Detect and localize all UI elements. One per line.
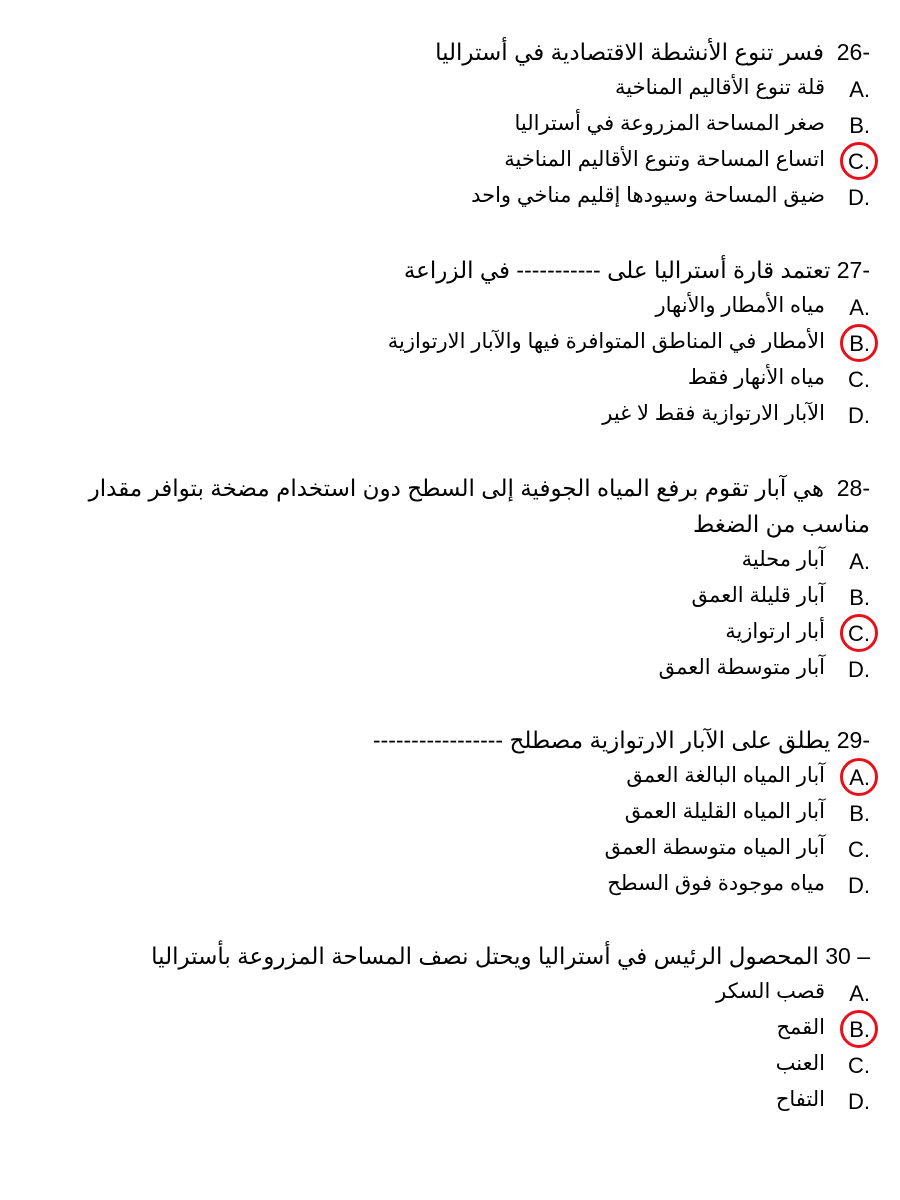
option-letter: B. [849, 585, 870, 610]
option-letter: B. [849, 113, 870, 138]
option-a[interactable] [70, 758, 870, 794]
option-text: اتساع المساحة وتنوع الأقاليم المناخية [504, 148, 825, 171]
question-26 [70, 34, 870, 214]
option-letter: A. [849, 295, 870, 320]
option-text: مياه الأمطار والأنهار [655, 294, 825, 317]
option-letter: D. [848, 657, 870, 682]
option-letter: B. [849, 1017, 870, 1042]
question-number: 29- [836, 727, 870, 753]
option-text: التفاح [775, 1088, 825, 1111]
answer-options [70, 758, 870, 902]
question-text [70, 938, 870, 974]
option-text: آبار المياه القليلة العمق [624, 800, 825, 823]
option-letter: A. [849, 981, 870, 1006]
question-prompt: تعتمد قارة أستراليا على ----------- في الزراعة [403, 257, 831, 283]
option-c[interactable] [70, 614, 870, 650]
answer-options [70, 542, 870, 686]
option-a[interactable] [70, 288, 870, 324]
question-number: 26- [836, 39, 870, 65]
option-letter: A. [849, 549, 870, 574]
option-b[interactable] [70, 106, 870, 142]
option-text: آبار المياه متوسطة العمق [604, 836, 825, 859]
answer-circle-mark [840, 142, 878, 180]
answer-circle-mark [840, 324, 878, 362]
option-text: آبار قليلة العمق [691, 584, 825, 607]
option-c[interactable] [70, 360, 870, 396]
answer-circle-mark [840, 1010, 878, 1048]
option-b[interactable] [70, 578, 870, 614]
question-prompt: فسر تنوع الأنشطة الاقتصادية في أستراليا [435, 39, 824, 65]
option-d[interactable] [70, 866, 870, 902]
option-letter: A. [849, 765, 870, 790]
option-b[interactable] [70, 324, 870, 360]
question-text [70, 722, 870, 758]
option-a[interactable] [70, 542, 870, 578]
option-text: العنب [775, 1052, 825, 1075]
question-number: 27- [836, 257, 870, 283]
option-letter: C. [848, 837, 870, 862]
question-text [70, 34, 870, 70]
question-prompt: يطلق على الآبار الارتوازية مصطلح ----------------- [372, 727, 831, 753]
question-number: 28- [836, 475, 870, 501]
answer-circle-mark [840, 758, 878, 796]
question-text [70, 252, 870, 288]
answer-options [70, 974, 870, 1118]
option-letter: D. [848, 873, 870, 898]
option-letter: D. [848, 1089, 870, 1114]
question-text [70, 470, 870, 542]
option-letter: B. [849, 801, 870, 826]
option-text: الأمطار في المناطق المتوافرة فيها والآبار الارتوازية [387, 330, 825, 353]
answer-options [70, 288, 870, 432]
option-letter: C. [848, 621, 870, 646]
option-text: آبار متوسطة العمق [658, 656, 825, 679]
option-text: آبار المياه البالغة العمق [626, 764, 825, 787]
option-text: القمح [776, 1016, 825, 1039]
answer-circle-mark [840, 614, 878, 652]
option-text: ضيق المساحة وسيودها إقليم مناخي واحد [471, 184, 825, 207]
option-letter: B. [849, 331, 870, 356]
option-text: قلة تنوع الأقاليم المناخية [615, 76, 825, 99]
option-letter: C. [848, 367, 870, 392]
option-c[interactable] [70, 830, 870, 866]
question-27 [70, 252, 870, 432]
question-prompt: هي آبار تقوم برفع المياه الجوفية إلى السطح دون استخدام مضخة بتوافر مقدار مناسب من الضغط [88, 475, 870, 537]
option-b[interactable] [70, 1010, 870, 1046]
option-letter: D. [848, 403, 870, 428]
option-a[interactable] [70, 70, 870, 106]
question-29 [70, 722, 870, 902]
option-letter: A. [849, 77, 870, 102]
option-letter: C. [848, 1053, 870, 1078]
option-letter: C. [848, 149, 870, 174]
option-b[interactable] [70, 794, 870, 830]
option-d[interactable] [70, 1082, 870, 1118]
option-text: مياه موجودة فوق السطح [607, 872, 825, 895]
option-text: أبار ارتوازية [725, 620, 825, 643]
option-a[interactable] [70, 974, 870, 1010]
option-d[interactable] [70, 396, 870, 432]
option-text: قصب السكر [716, 980, 825, 1003]
answer-options [70, 70, 870, 214]
question-30 [70, 938, 870, 1118]
question-prompt: المحصول الرئيس في أستراليا ويحتل نصف المساحة المزروعة بأستراليا [151, 943, 819, 969]
question-number: 30 – [825, 943, 870, 969]
option-text: مياه الأنهار فقط [687, 366, 825, 389]
option-text: الآبار الارتوازية فقط لا غير [602, 402, 825, 425]
option-c[interactable] [70, 142, 870, 178]
option-c[interactable] [70, 1046, 870, 1082]
option-text: صغر المساحة المزروعة في أستراليا [514, 112, 825, 135]
option-d[interactable] [70, 178, 870, 214]
option-letter: D. [848, 185, 870, 210]
option-d[interactable] [70, 650, 870, 686]
option-text: آبار محلية [741, 548, 825, 571]
question-28 [70, 470, 870, 686]
